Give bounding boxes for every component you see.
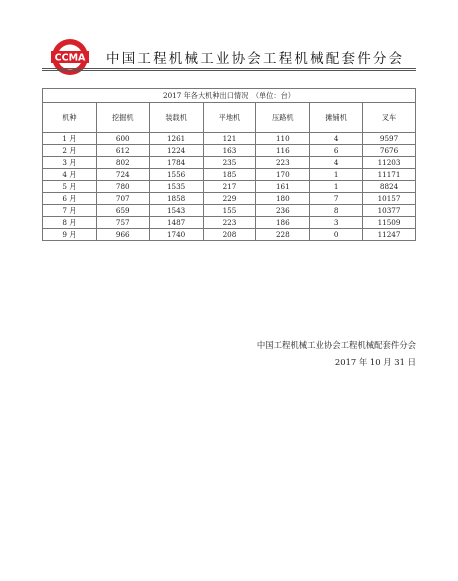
value-cell: 1535 xyxy=(149,181,203,193)
value-cell: 802 xyxy=(96,157,149,169)
value-cell: 217 xyxy=(203,181,256,193)
value-cell: 1556 xyxy=(149,169,203,181)
column-header: 机种 xyxy=(43,103,97,133)
value-cell: 1487 xyxy=(149,217,203,229)
value-cell: 11171 xyxy=(363,169,416,181)
value-cell: 110 xyxy=(256,133,310,145)
table-caption: 2017 年各大机种出口情况 （单位：台） xyxy=(43,89,416,103)
month-cell: 5 月 xyxy=(43,181,97,193)
value-cell: 186 xyxy=(256,217,310,229)
column-header: 叉车 xyxy=(363,103,416,133)
month-cell: 8 月 xyxy=(43,217,97,229)
value-cell: 1543 xyxy=(149,205,203,217)
value-cell: 7 xyxy=(310,193,363,205)
value-cell: 223 xyxy=(203,217,256,229)
value-cell: 235 xyxy=(203,157,256,169)
value-cell: 659 xyxy=(96,205,149,217)
value-cell: 0 xyxy=(310,229,363,241)
value-cell: 3 xyxy=(310,217,363,229)
value-cell: 161 xyxy=(256,181,310,193)
table-row xyxy=(43,193,416,205)
column-header: 压路机 xyxy=(256,103,310,133)
value-cell: 11509 xyxy=(363,217,416,229)
table-row xyxy=(43,229,416,241)
value-cell: 10157 xyxy=(363,193,416,205)
value-cell: 1 xyxy=(310,169,363,181)
value-cell: 4 xyxy=(310,133,363,145)
column-header: 装载机 xyxy=(149,103,203,133)
month-cell: 9 月 xyxy=(43,229,97,241)
value-cell: 724 xyxy=(96,169,149,181)
value-cell: 7676 xyxy=(363,145,416,157)
value-cell: 1740 xyxy=(149,229,203,241)
header-rule-top xyxy=(42,68,416,69)
value-cell: 6 xyxy=(310,145,363,157)
value-cell: 9597 xyxy=(363,133,416,145)
value-cell: 236 xyxy=(256,205,310,217)
value-cell: 707 xyxy=(96,193,149,205)
value-cell: 116 xyxy=(256,145,310,157)
value-cell: 8 xyxy=(310,205,363,217)
value-cell: 180 xyxy=(256,193,310,205)
value-cell: 1224 xyxy=(149,145,203,157)
header-rule-bottom xyxy=(42,70,416,71)
value-cell: 170 xyxy=(256,169,310,181)
table-row xyxy=(43,217,416,229)
table-row xyxy=(43,157,416,169)
footer-date: 2017 年 10 月 31 日 xyxy=(334,357,416,367)
value-cell: 757 xyxy=(96,217,149,229)
value-cell: 228 xyxy=(256,229,310,241)
footer-organization: 中国工程机械工业协会工程机械配套件分会 xyxy=(256,340,416,350)
value-cell: 223 xyxy=(256,157,310,169)
value-cell: 600 xyxy=(96,133,149,145)
month-cell: 3 月 xyxy=(43,157,97,169)
month-cell: 7 月 xyxy=(43,205,97,217)
logo-text: CCMA xyxy=(54,52,86,64)
value-cell: 185 xyxy=(203,169,256,181)
export-table xyxy=(42,88,416,241)
column-header: 平地机 xyxy=(203,103,256,133)
value-cell: 121 xyxy=(203,133,256,145)
column-header: 摊铺机 xyxy=(310,103,363,133)
table-row xyxy=(43,169,416,181)
value-cell: 155 xyxy=(203,205,256,217)
table-header-row xyxy=(43,103,416,133)
header-title: 中国工程机械工业协会工程机械配套件分会 xyxy=(106,51,405,67)
value-cell: 1858 xyxy=(149,193,203,205)
value-cell: 780 xyxy=(96,181,149,193)
month-cell: 6 月 xyxy=(43,193,97,205)
value-cell: 11203 xyxy=(363,157,416,169)
table-row xyxy=(43,145,416,157)
value-cell: 163 xyxy=(203,145,256,157)
value-cell: 11247 xyxy=(363,229,416,241)
value-cell: 4 xyxy=(310,157,363,169)
table-row xyxy=(43,181,416,193)
table-row xyxy=(43,133,416,145)
column-header: 挖掘机 xyxy=(96,103,149,133)
month-cell: 2 月 xyxy=(43,145,97,157)
value-cell: 1784 xyxy=(149,157,203,169)
value-cell: 229 xyxy=(203,193,256,205)
table-row xyxy=(43,205,416,217)
value-cell: 1261 xyxy=(149,133,203,145)
month-cell: 1 月 xyxy=(43,133,97,145)
month-cell: 4 月 xyxy=(43,169,97,181)
value-cell: 966 xyxy=(96,229,149,241)
value-cell: 1 xyxy=(310,181,363,193)
value-cell: 208 xyxy=(203,229,256,241)
value-cell: 8824 xyxy=(363,181,416,193)
value-cell: 10377 xyxy=(363,205,416,217)
value-cell: 612 xyxy=(96,145,149,157)
